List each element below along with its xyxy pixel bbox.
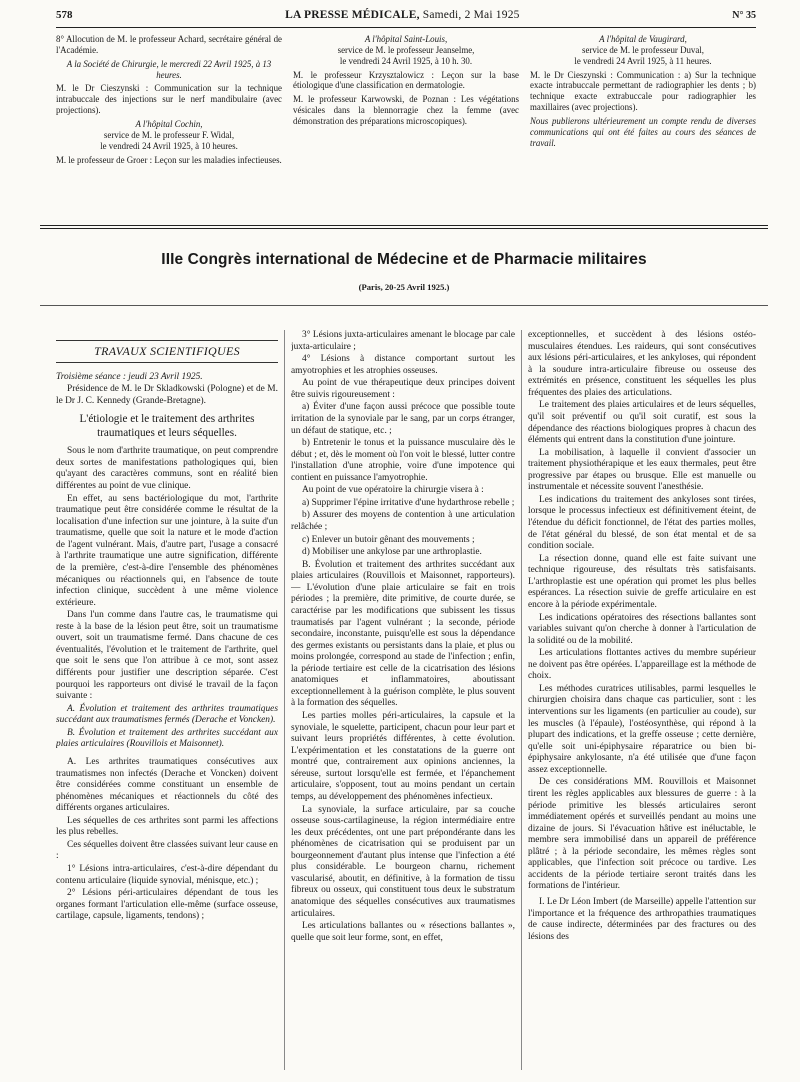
paragraph: B. Évolution et traitement des arthrites succédant aux plaies articulaires (Rouvillois et Maisonnet, rapporteurs). — L'évolution d'une plaie articulaire se fait en trois périodes ; la première, dite primitive, de courte durée, se caractérise par les modifications que subissent les tissus traumatisés par l'agent vulnérant ; la seconde, période secondaire, inconstante, puisqu'elle est sous la dépendance des germes existants ou persistants dans la plaie, et plus ou moins prolongée, correspond au stade de l'infection ; enfin, la période tertiaire est celle de la cicatrisation des lésions anatomiques et inflammatoires, aboutissant exceptionnellement à la guérison complète, le plus souvent à la formation des séquelles.	[291, 559, 515, 709]
paragraph: I. Le Dr Léon Imbert (de Marseille) appelle l'attention sur l'importance et la fréquence des arthropathies traumatiques de cause indirecte, déterminées par des fractures ou des lésions des	[528, 897, 756, 942]
schedule-item: 8° Allocution de M. le professeur Achard, secrétaire général de l'Académie.	[56, 34, 282, 55]
paragraph: Les indications opératoires des résections ballantes sont variables suivant qu'on cherche à donner à l'articulation de la solidité ou de la mobilité.	[528, 612, 756, 646]
section-heading: TRAVAUX SCIENTIFIQUES	[56, 340, 278, 363]
session-line: Troisième séance : jeudi 23 Avril 1925.	[56, 371, 203, 382]
schedule-venue: A l'hôpital de Vaugirard,	[599, 34, 687, 44]
paragraph: Les séquelles de ces arthrites sont parmi les affections les plus rebelles.	[56, 815, 278, 838]
paragraph: 2° Lésions péri-articulaires dépendant de tous les organes formant l'articulation elle-même (surface osseuse, cartilage, capsule, ligaments, tendons) ;	[56, 888, 278, 922]
paragraph: Les indications du traitement des ankyloses sont tirées, lorsque le processus infectieux est définitivement éteint, de l'étendue du déficit fonctionnel, de l'état des parties molles, de l'état général du blessé, de son état mental et de sa condition sociale.	[528, 494, 756, 552]
paragraph: La mobilisation, à laquelle il convient d'associer un traitement physiothérapique et les eaux thermales, peut être progressive par étapes ou brusque. Elle est manuelle ou instrumentale et nécessite souvent l'anesthésie.	[528, 447, 756, 493]
journal-name: LA PRESSE MÉDICALE,	[285, 9, 420, 21]
schedule-item: M. le professeur Krzysztalowicz : Leçon sur la base étiologique d'une classification en dermatologie.	[293, 69, 519, 91]
presidency-line: Présidence de M. le Dr Skladkowski (Pologne) et de M. le Dr J. C. Kennedy (Grande-Bretagne).	[56, 384, 278, 406]
article-column-1	[56, 330, 278, 1070]
schedule-venue: A la Société de Chirurgie, le mercredi 22 Avril 1925, à 13 heures.	[66, 58, 272, 80]
issue-number: N° 35	[732, 10, 756, 21]
article-column-2	[291, 330, 515, 1070]
schedule-service: service de M. le professeur Duval,	[582, 44, 704, 55]
article-column-3	[528, 330, 756, 1070]
schedule-service: service de M. le professeur F. Widal,	[103, 129, 235, 140]
schedule-item: M. le Dr Cieszynski : Communication sur la technique intrabuccale des injections sur le nerf mandibulaire (avec projections).	[56, 83, 282, 116]
paragraph: Les méthodes curatrices utilisables, parmi lesquelles le chirurgien choisira dans chaque cas particulier, sont : les interventions sur les ligaments (en particulier au coude), sur les muscles (à l'épaule), l'ostéosynthèse, qui répond à la plupart des indications, et la greffe osseuse ; cette dernière, qu'elle soit uni-épiphysaire réparatrice ou bien bi-épiphysaire ankylosante, n'a été utilisée que d'une façon assez exceptionnelle.	[528, 683, 756, 775]
paragraph: 1° Lésions intra-articulaires, c'est-à-dire dépendant du contenu articulaire (liquide synovial, ménisque, etc.) ;	[56, 864, 278, 886]
schedule-venue: A l'hôpital Saint-Louis,	[364, 34, 448, 44]
paragraph: d) Mobiliser une ankylose par une arthroplastie.	[302, 547, 482, 558]
paragraph: 3° Lésions juxta-articulaires amenant le blocage par cale juxta-articulaire ;	[291, 330, 515, 352]
paragraph: Les articulations ballantes ou « résections ballantes », quelle que soit leur forme, sont, en effet,	[291, 921, 515, 943]
issue-date: Samedi, 2 Mai 1925	[422, 9, 520, 21]
schedule-time: le vendredi 24 Avril 1925, à 11 heures.	[574, 55, 712, 66]
congress-place-date: (Paris, 20-25 Avril 1925.)	[358, 282, 450, 293]
journal-title	[285, 8, 519, 22]
paragraph: Le traitement des plaies articulaires et de leurs séquelles, qu'il soit préventif ou qu'il soit curatif, est sous la dépendance des réactions biologiques propres à chacun des éléments qui entrent dans la constitution d'une jointure.	[528, 400, 756, 446]
schedule-service: service de M. le professeur Jeanselme,	[337, 44, 475, 55]
schedule-column-3	[530, 34, 756, 219]
page-number: 578	[56, 9, 73, 21]
running-header	[56, 8, 756, 28]
paragraph: De ces considérations MM. Rouvillois et Maisonnet tirent les règles applicables aux blessures de guerre : à la période primitive les blessés articulaires seront immédiatement opérés et surveillés pendant au moins une dizaine de jours. Si l'évacuation hâtive est inéluctable, le membre sera immobilisé dans un appareil de préférence plâtré ; à la période secondaire, les mêmes règles sont applicables, que l'infection soit précoce ou tardive. Les accidents de la période tertiaire seront traités dans les formations de l'intérieur.	[528, 777, 756, 892]
schedule-item: M. le Dr Cieszynski : Communication : a) Sur la technique exacte intrabuccale permettant de radiographier les dents ; b) technique exacte extrabuccale pour radiographier les maxillaires (avec projections).	[530, 69, 756, 113]
paragraph: b) Entretenir le tonus et la puissance musculaire dès le début ; et, dès le moment où l'on voit le blessé, lutter contre l'installation d'une atrophie, voire d'une impotence qui contient en puissance l'amyotrophie.	[291, 438, 515, 483]
schedule-section	[56, 34, 756, 219]
paragraph: La résection donne, quand elle est faite suivant une technique rigoureuse, des résultats très satisfaisants. L'arthroplastie est une opération qui promet les plus belles espérances. La résection suivie de greffe articulaire en est encore à la période expérimentale.	[528, 553, 756, 610]
paragraph: En effet, au sens bactériologique du mot, l'arthrite traumatique peut être considérée comme le résultat de la localisation d'une infection sur une jointure, à la suite d'un traumatisme, quelle que soit la nature et le mode d'action de l'agent vulnérant. Mais, d'autre part, l'usage a consacré à l'arthrite traumatique une autre signification, différente de la première, c'est-à-dire l'ensemble des phénomènes mécaniques ou réactionnels qui, en l'absence de toute infection clinique, succèdent à une même violence extérieure.	[56, 493, 278, 608]
double-divider	[40, 225, 768, 229]
article-title: L'étiologie et le traitement des arthrites traumatiques et leurs séquelles.	[79, 413, 255, 439]
paragraph: a) Supprimer l'épine irritative d'une hydarthrose rebelle ;	[302, 497, 515, 508]
paragraph: Ces séquelles doivent être classées suivant leur cause en :	[56, 839, 278, 862]
paragraph: a) Éviter d'une façon aussi précoce que possible toute irritation de la synoviale par le sang, par un corps étranger, un défaut de statique, etc. ;	[291, 402, 515, 436]
congress-title: IIIe Congrès international de Médecine et de Pharmacie militaires	[161, 251, 647, 268]
paragraph: exceptionnelles, et succèdent à des lésions ostéo-musculaires étendues. Les raideurs, qui sont consécutives aux lésions péri-articulaires, et les ankyloses, qui répondent à la soudure intra-articulaire fibreuse ou osseuse des extrémités en présence, constituent les séquelles les plus fréquentes des plaies des articulations.	[528, 330, 756, 398]
paragraph: 4° Lésions à distance comportant surtout les amyotrophies et les atrophies osseuses.	[291, 354, 515, 376]
schedule-time: le vendredi 24 Avril 1925, à 10 h. 30.	[339, 55, 473, 66]
schedule-column-2	[293, 34, 519, 219]
paragraph: c) Enlever un butoir gênant des mouvements ;	[302, 534, 475, 545]
paragraph: Les parties molles péri-articulaires, la capsule et la synoviale, le squelette, participent, chacun pour leur part et suivant leurs propriétés différentes, à cette évolution. L'expérimentation et les constatations de la guerre ont montré que, contrairement aux opinions anciennes, la séreuse, surtout lorsqu'elle est fermée, et l'épanchement articulaire, s'opposent, tout au moins pendant un certain temps, au développement des phénomènes infectieux.	[291, 711, 515, 802]
editorial-note: Nous publierons ultérieurement un compte rendu de diverses communications qui ont été faites au cours des séances de travail.	[530, 116, 756, 148]
paragraph: Sous le nom d'arthrite traumatique, on peut comprendre deux sortes de manifestations pathologiques qui, bien qu'ayant des caractères communs, sont en réalité bien différentes au point de vue clinique.	[56, 446, 278, 491]
paragraph: Dans l'un comme dans l'autre cas, le traumatisme qui reste à la base de la lésion peut être, soit un traumatisme ouvert, soit un traumatisme fermé. Dans chacune de ces éventualités, l'évolution et le traitement de l'arthrite, quel que soit le sens que l'on attribue à ce mot, sont assez différents pour justifier une description séparée. C'est pourquoi les rapporteurs ont divisé le travail de la façon suivante :	[56, 610, 278, 702]
schedule-item: M. le professeur Karwowski, de Poznan : Les végétations vésicales dans la blennorragie chez la femme (avec démonstration des préparations microscopiques).	[293, 94, 519, 127]
paragraph: b) Assurer des moyens de contention à une articulation relâchée ;	[291, 510, 515, 532]
schedule-column-1	[56, 34, 282, 219]
schedule-venue: A l'hôpital Cochin,	[135, 119, 203, 130]
paragraph: La synoviale, la surface articulaire, par sa couche osseuse sous-cartilagineuse, la région intermédiaire entre les deux précédentes, ont une part prépondérante dans les phénomènes de cicatrisation qui se produisent par un bourgeonnement d'autant plus intense que l'infection a été plus considérable. Le bourgeon charnu, richement vascularisé, aboutit, en définitive, à la formation de tissu fibreux ou osseux, qui constituent tous deux le substratum anatomique des séquelles consécutives aux traumatismes articulaires.	[291, 804, 515, 919]
congress-heading	[40, 250, 768, 293]
schedule-time: le vendredi 24 Avril 1925, à 10 heures.	[100, 140, 238, 151]
article-body	[56, 330, 756, 1070]
schedule-item: M. le professeur de Groer : Leçon sur les maladies infectieuses.	[56, 154, 282, 165]
paragraph: A. Évolution et traitement des arthrites traumatiques succédant aux traumatismes fermés (Derache et Voncken).	[56, 703, 278, 726]
paragraph: Au point de vue thérapeutique deux principes doivent être suivis rigoureusement :	[291, 378, 515, 400]
divider	[40, 305, 768, 306]
paragraph: A. Les arthrites traumatiques consécutives aux traumatismes non infectés (Derache et Voncken) doivent être considérées comme constituant un ensemble de phénomènes mécaniques et réactionnels du côté des différents organes articulaires.	[56, 756, 278, 814]
paragraph: Les articulations flottantes actives du membre supérieur ne doivent pas être opérées. L'appareillage est la méthode de choix.	[528, 648, 756, 682]
paragraph: Au point de vue opératoire la chirurgie visera à :	[302, 485, 484, 496]
paragraph: B. Évolution et traitement des arthrites succédant aux plaies articulaires (Rouvillois et Maisonnet).	[56, 727, 278, 750]
